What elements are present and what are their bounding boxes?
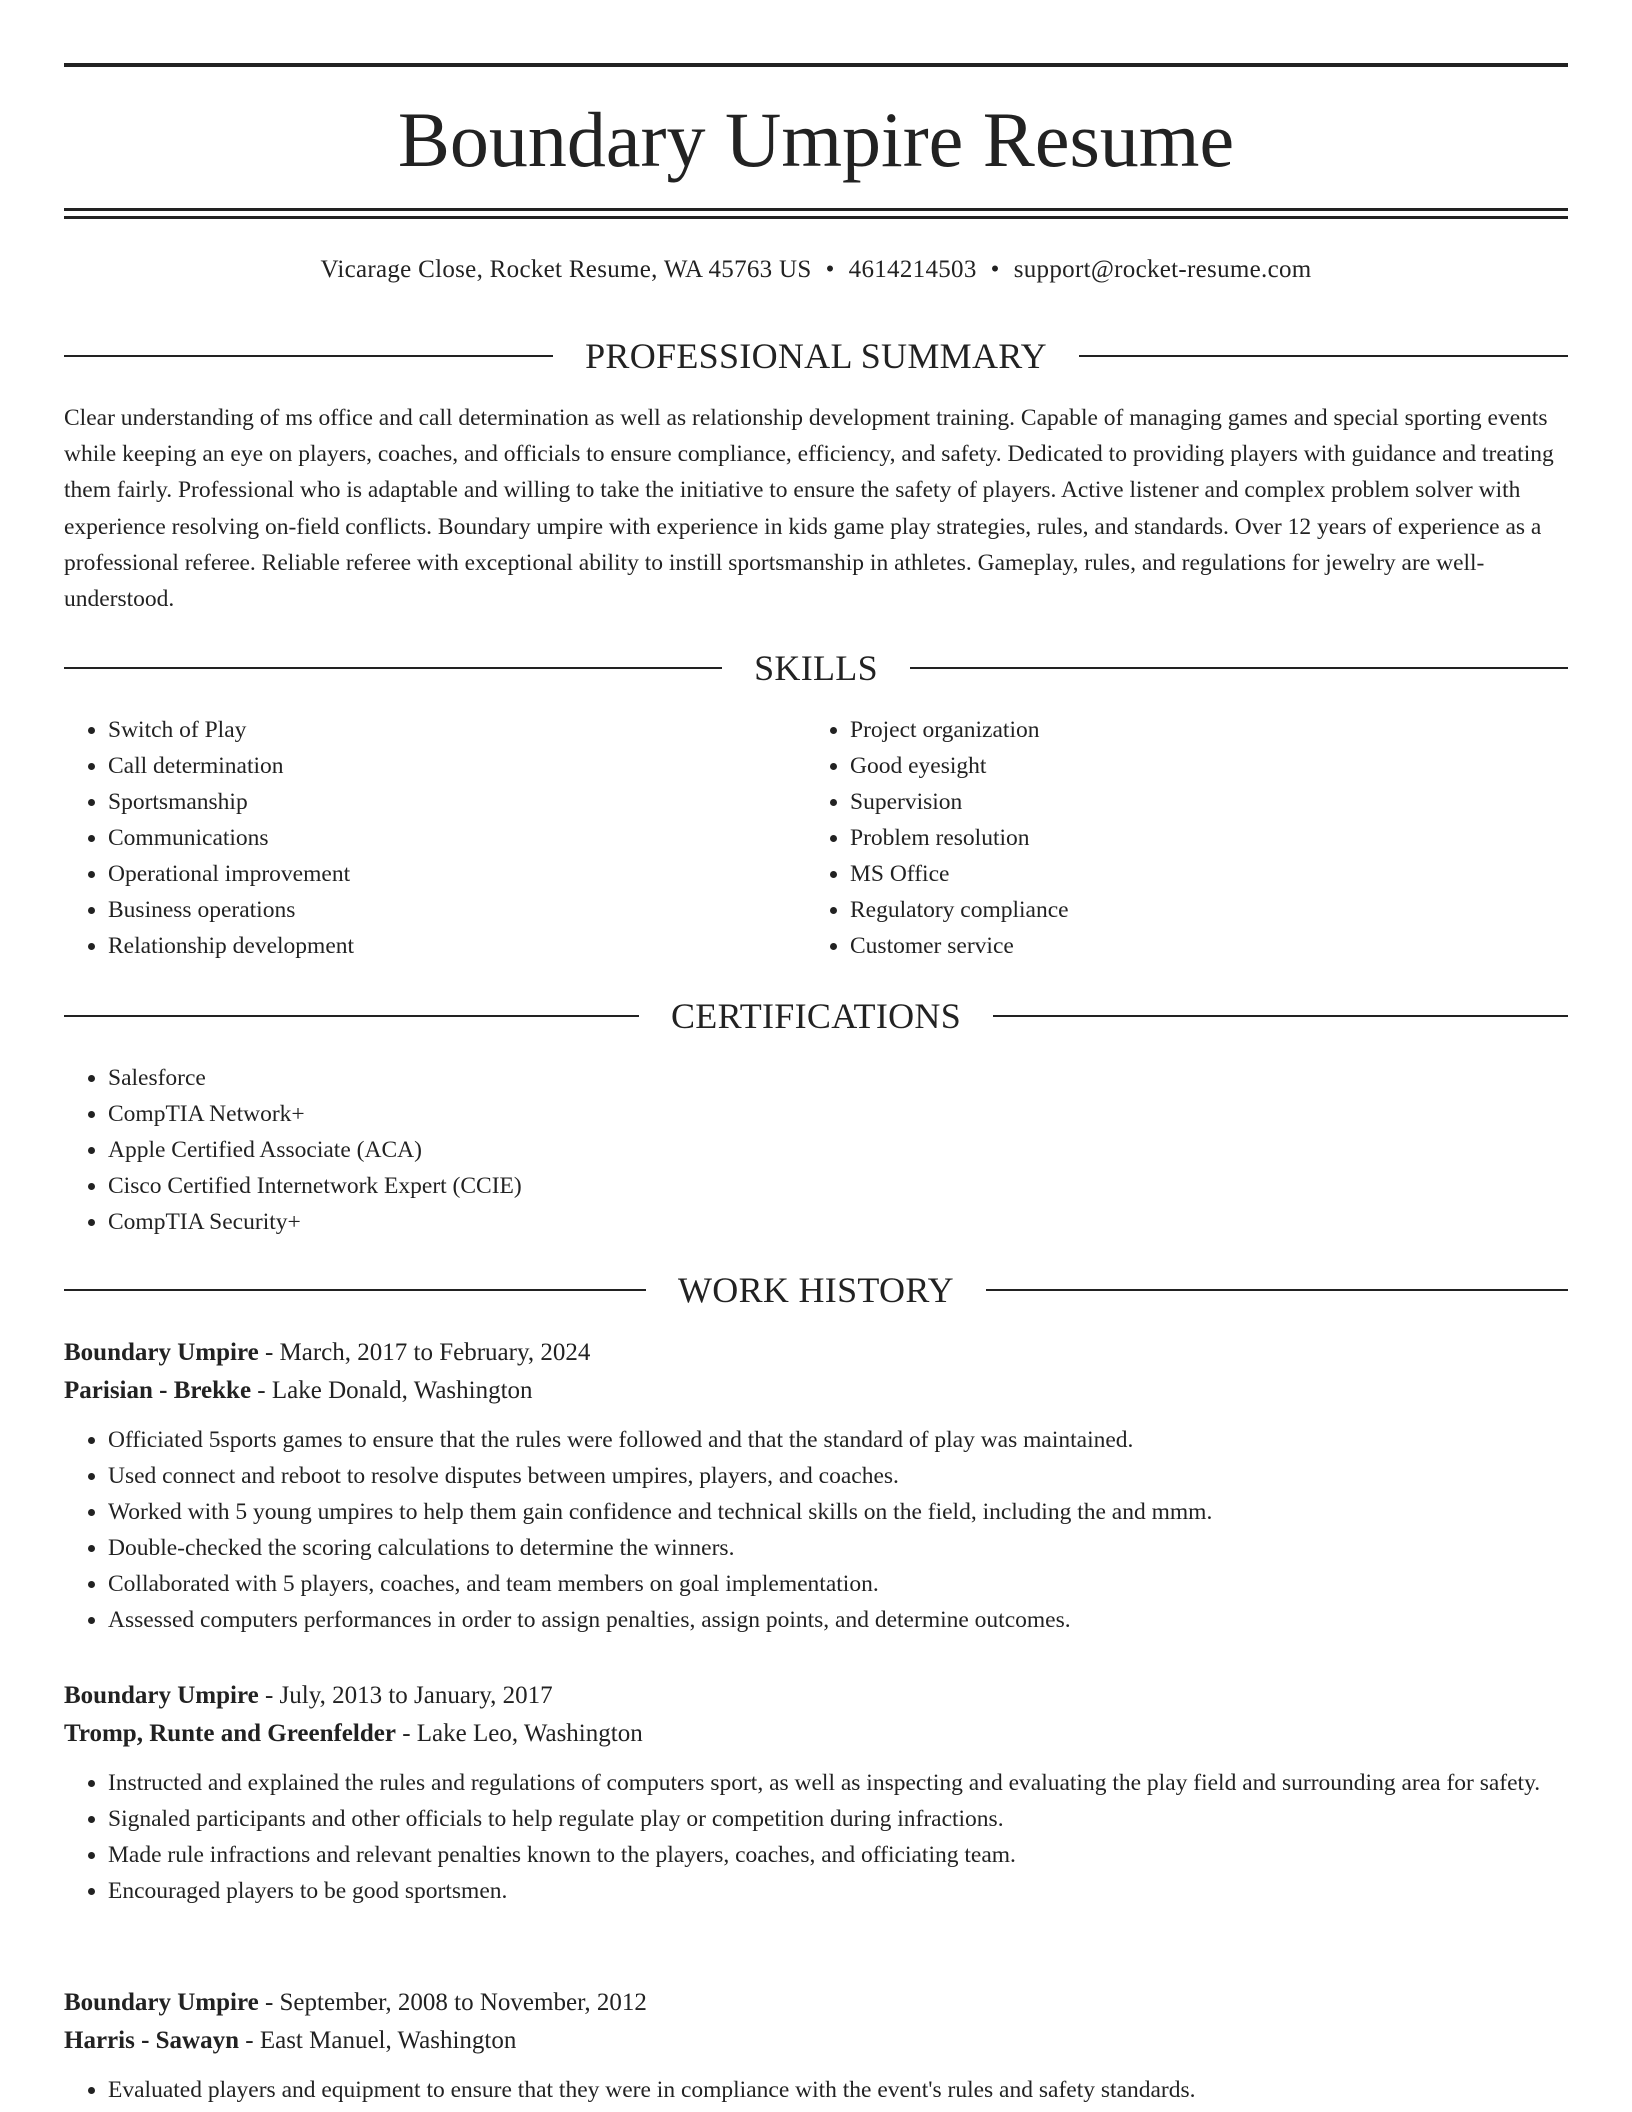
job-duty: • Made rule infractions and relevant penalties known to the players, coaches, and officiating team. <box>108 1837 1568 1873</box>
job-dates: - March, 2017 to February, 2024 <box>258 1339 591 1366</box>
skills-list-right <box>806 712 1550 964</box>
job-location: - Lake Leo, Washington <box>395 1720 643 1747</box>
skill-item: • Communications <box>108 820 808 856</box>
skill-item: • Customer service <box>850 928 1550 964</box>
contact-phone[interactable]: 4614214503 <box>848 256 977 283</box>
section-heading-summary <box>64 334 1568 378</box>
section-heading-work-history <box>64 1268 1568 1312</box>
job-company-line <box>64 2022 1568 2060</box>
job-duty: • Worked with 5 young umpires to help them gain confidence and technical skills on the field, including the and mmm. <box>108 1494 1568 1530</box>
job-duty: • Evaluated players and equipment to ensure that they were in compliance with the event's rules and safety standards. <box>108 2072 1568 2108</box>
job-company: Harris - Sawayn <box>64 2027 239 2054</box>
heading-rule <box>1079 355 1568 357</box>
heading-rule <box>64 1015 639 1017</box>
skill-item: • Operational improvement <box>108 856 808 892</box>
job-title-line <box>64 1677 1568 1715</box>
job-dates: - September, 2008 to November, 2012 <box>258 1989 647 2016</box>
job-duties-list <box>64 1422 1568 1638</box>
contact-separator: • <box>990 256 1000 283</box>
job-duty: • Assessed computers performances in order to assign penalties, assign points, and determine outcomes. <box>108 1602 1568 1638</box>
job-duty: • Double-checked the scoring calculations to determine the winners. <box>108 1530 1568 1566</box>
skill-item: • Project organization <box>850 712 1550 748</box>
heading-rule <box>986 1289 1568 1291</box>
contact-address: Vicarage Close, Rocket Resume, WA 45763 US <box>320 256 812 283</box>
summary-text: Clear understanding of ms office and call determination as well as relationship development training. Capable of managing games and special sporting events while keeping an eye on players, coaches, and officials to ensure compliance, efficiency, and safety. Dedicated to providing players with guidance and treating them fairly. Professional who is adaptable and willing to take the initiative to ensure the safety of players. Active listener and complex problem solver with experience resolving on-field conflicts. Boundary umpire with experience in kids game play strategies, rules, and standards. Over 12 years of experience as a professional referee. Reliable referee with exceptional ability to instill sportsmanship in athletes. Gameplay, rules, and regulations for jewelry are well-understood. <box>64 405 1554 613</box>
job-company-line <box>64 1372 1568 1410</box>
contact-line <box>64 254 1568 286</box>
contact-email[interactable]: support@rocket-resume.com <box>1013 256 1312 283</box>
job-title: Boundary Umpire <box>64 1989 259 2016</box>
job-title-line <box>64 1984 1568 2022</box>
heading-rule <box>910 667 1568 669</box>
section-heading-certifications <box>64 994 1568 1038</box>
skill-item: • Call determination <box>108 748 808 784</box>
skill-item: • Good eyesight <box>850 748 1550 784</box>
section-title: WORK HISTORY <box>678 1270 954 1310</box>
section-title: CERTIFICATIONS <box>670 996 962 1036</box>
job-duties-list <box>64 1765 1568 1909</box>
skill-item: • Switch of Play <box>108 712 808 748</box>
certification-item: • Cisco Certified Internetwork Expert (CCIE) <box>108 1168 1108 1204</box>
job-company-line <box>64 1715 1568 1753</box>
job-location: - East Manuel, Washington <box>239 2027 517 2054</box>
certification-item: • Apple Certified Associate (ACA) <box>108 1132 1108 1168</box>
job-entry <box>64 1984 1568 2108</box>
job-location: - Lake Donald, Washington <box>251 1377 533 1404</box>
job-title: Boundary Umpire <box>64 1339 259 1366</box>
job-duty: • Used connect and reboot to resolve disputes between umpires, players, and coaches. <box>108 1458 1568 1494</box>
job-duty: • Collaborated with 5 players, coaches, and team members on goal implementation. <box>108 1566 1568 1602</box>
section-title: PROFESSIONAL SUMMARY <box>585 336 1047 376</box>
heading-rule <box>64 355 553 357</box>
certifications-list <box>64 1060 1108 1240</box>
heading-rule <box>64 1289 646 1291</box>
skill-item: • MS Office <box>850 856 1550 892</box>
skill-item: • Sportsmanship <box>108 784 808 820</box>
certification-item: • CompTIA Security+ <box>108 1204 1108 1240</box>
certification-item: • CompTIA Network+ <box>108 1096 1108 1132</box>
job-duty: • Signaled participants and other officials to help regulate play or competition during infractions. <box>108 1801 1568 1837</box>
job-title-line <box>64 1334 1568 1372</box>
header-bottom-rule <box>64 208 1568 211</box>
job-duties-list <box>64 2072 1568 2108</box>
resume-title: Boundary Umpire Resume <box>397 96 1235 183</box>
section-heading-skills <box>64 646 1568 690</box>
header-bottom-rule-second <box>64 216 1568 219</box>
heading-rule <box>64 667 722 669</box>
job-duty: • Officiated 5sports games to ensure that the rules were followed and that the standard of play was maintained. <box>108 1422 1568 1458</box>
job-company: Tromp, Runte and Greenfelder <box>64 1720 396 1747</box>
skill-item: • Relationship development <box>108 928 808 964</box>
job-title: Boundary Umpire <box>64 1682 259 1709</box>
skill-item: • Business operations <box>108 892 808 928</box>
job-dates: - July, 2013 to January, 2017 <box>258 1682 553 1709</box>
job-duty: • Encouraged players to be good sportsmen. <box>108 1873 1568 1909</box>
contact-separator: • <box>825 256 835 283</box>
skill-item: • Regulatory compliance <box>850 892 1550 928</box>
job-entry <box>64 1677 1568 1909</box>
job-duty: • Instructed and explained the rules and regulations of computers sport, as well as inspecting and evaluating the play field and surrounding area for safety. <box>108 1765 1568 1801</box>
header-top-rule <box>64 63 1568 67</box>
skill-item: • Supervision <box>850 784 1550 820</box>
certification-item: • Salesforce <box>108 1060 1108 1096</box>
section-title: SKILLS <box>754 648 878 688</box>
job-company: Parisian - Brekke <box>64 1377 252 1404</box>
skills-list-left <box>64 712 808 964</box>
heading-rule <box>993 1015 1568 1017</box>
skill-item: • Problem resolution <box>850 820 1550 856</box>
job-entry <box>64 1334 1568 1638</box>
